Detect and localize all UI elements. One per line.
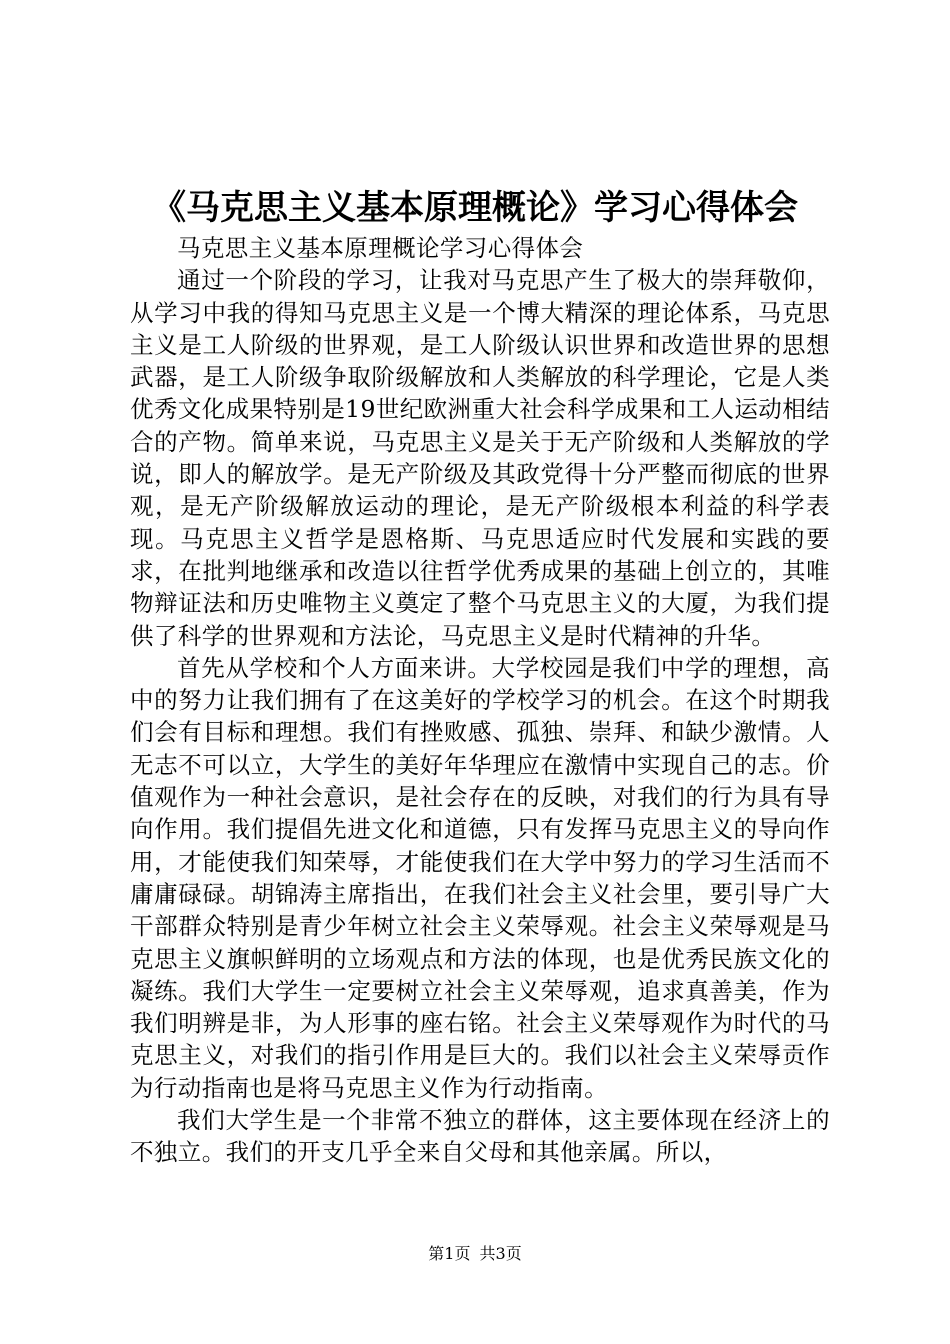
document-title: 《马克思主义基本原理概论》学习心得体会 (152, 188, 798, 228)
page-footer (0, 1242, 950, 1266)
paragraph-3: 我们大学生是一个非常不独立的群体，这主要体现在经济上的不独立。我们的开支几乎全来自父母和其他亲属。所以， (130, 1106, 830, 1167)
document-body (130, 232, 830, 1169)
paragraph-1: 通过一个阶段的学习，让我对马克思产生了极大的崇拜敬仰，从学习中我的得知马克思主义是一个博大精深的理论体系，马克思主义是工人阶级的世界观，是工人阶级认识世界和改造世界的思想武器，是工人阶级争取阶级解放和人类解放的科学理论，它是人类优秀文化成果特别是19世纪欧洲重大社会科学成果和工人运动相结合的产物。简单来说，马克思主义是关于无产阶级和人类解放的学说，即人的解放学。是无产阶级及其政党得十分严整而彻底的世界观，是无产阶级解放运动的理论，是无产阶级根本利益的科学表现。马克思主义哲学是恩格斯、马克思适应时代发展和实践的要求，在批判地继承和改造以往哲学优秀成果的基础上创立的，其唯物辩证法和历史唯物主义奠定了整个马克思主义的大厦，为我们提供了科学的世界观和方法论，马克思主义是时代精神的升华。 (130, 266, 830, 650)
paragraph-subtitle: 马克思主义基本原理概论学习心得体会 (177, 234, 584, 262)
page-total: 共3页 (479, 1244, 522, 1263)
page-number: 第1页 (428, 1244, 471, 1263)
paragraph-2: 首先从学校和个人方面来讲。大学校园是我们中学的理想，高中的努力让我们拥有了在这美好的学校学习的机会。在这个时期我们会有目标和理想。我们有挫败感、孤独、崇拜、和缺少激情。人无志不可以立，大学生的美好年华理应在激情中实现自己的志。价值观作为一种社会意识，是社会存在的反映，对我们的行为具有导向作用。我们提倡先进文化和道德，只有发挥马克思主义的导向作用，才能使我们知荣辱，才能使我们在大学中努力的学习生活而不庸庸碌碌。胡锦涛主席指出，在我们社会主义社会里，要引导广大干部群众特别是青少年树立社会主义荣辱观。社会主义荣辱观是马克思主义旗帜鲜明的立场观点和方法的体现，也是优秀民族文化的凝练。我们大学生一定要树立社会主义荣辱观，追求真善美，作为我们明辨是非，为人形事的座右铭。社会主义荣辱观作为时代的马克思主义，对我们的指引作用是巨大的。我们以社会主义荣辱贡作为行动指南也是将马克思主义作为行动指南。 (130, 653, 830, 1102)
